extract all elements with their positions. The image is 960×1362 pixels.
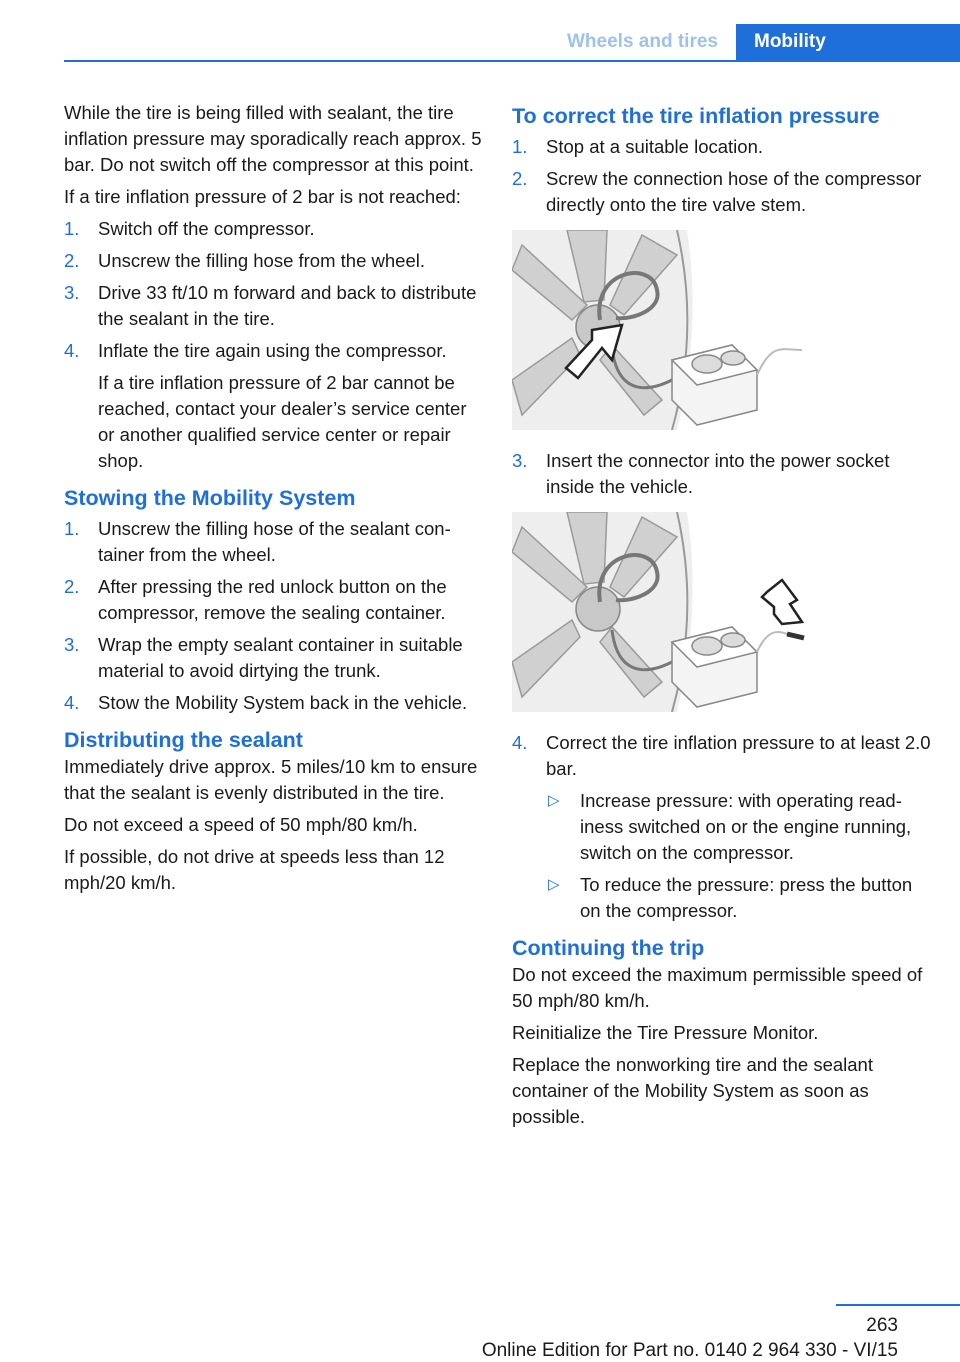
step-text: After pressing the red unlock button on the compressor, remove the sealing container. bbox=[98, 576, 447, 623]
illustration-hose-on-valve bbox=[512, 230, 812, 430]
step-text: Correct the tire inflation pressure to at least 2.0 bar. bbox=[546, 732, 931, 779]
list-item bbox=[64, 280, 482, 332]
correct-steps-list-b bbox=[512, 448, 932, 500]
distributing-paragraph-1: Immediately drive approx. 5 miles/10 km to ensure that the sealant is evenly distributed in the tire. bbox=[64, 756, 478, 803]
footer-edition: Online Edition for Part no. 0140 2 964 330 - VI/15 bbox=[481, 1340, 898, 1361]
step-text: Screw the connection hose of the compressor directly onto the tire valve stem. bbox=[546, 168, 922, 215]
list-item bbox=[512, 166, 932, 218]
illustration-power-connector bbox=[512, 512, 812, 712]
triangle-bullet-icon: ▷ bbox=[548, 876, 560, 893]
right-column bbox=[512, 100, 932, 1136]
continuing-paragraph-2: Reinitialize the Tire Pressure Monitor. bbox=[512, 1022, 819, 1043]
step-number: 3. bbox=[64, 282, 80, 303]
step-text: Switch off the compressor. bbox=[98, 218, 315, 239]
header-rule bbox=[64, 60, 960, 62]
list-item bbox=[64, 690, 482, 716]
step-number: 3. bbox=[512, 450, 528, 471]
list-item bbox=[546, 872, 932, 924]
bullet-text: Increase pressure: with operating readiness switched on or the engine running, switch on the compressor. bbox=[580, 790, 912, 863]
continuing-paragraph-3: Replace the nonworking tire and the sealant container of the Mobility System as soon as possible. bbox=[512, 1054, 873, 1127]
list-item bbox=[64, 216, 482, 242]
step-text: Wrap the empty sealant container in suitable material to avoid dirtying the trunk. bbox=[98, 634, 463, 681]
list-item bbox=[64, 574, 482, 626]
step-text: Insert the connector into the power socket inside the vehicle. bbox=[546, 450, 890, 497]
step-number: 4. bbox=[512, 732, 528, 753]
step-text: Stop at a suitable location. bbox=[546, 136, 764, 157]
step-text: Unscrew the filling hose from the wheel. bbox=[98, 250, 425, 271]
list-item bbox=[512, 448, 932, 500]
page-number: 263 bbox=[866, 1315, 898, 1336]
step-number: 3. bbox=[64, 634, 80, 655]
heading-correct-pressure: To correct the tire inflation pressure bbox=[512, 104, 880, 128]
list-item bbox=[64, 516, 482, 568]
list-item bbox=[64, 248, 482, 274]
heading-distributing: Distributing the sealant bbox=[64, 728, 303, 752]
left-column bbox=[64, 100, 482, 902]
step-number: 4. bbox=[64, 692, 80, 713]
step-number: 4. bbox=[64, 340, 80, 361]
distributing-paragraph-3: If possible, do not drive at speeds less than 12 mph/20 km/h. bbox=[64, 846, 445, 893]
list-item bbox=[512, 134, 932, 160]
correct-steps-list-c bbox=[512, 730, 932, 924]
page-header bbox=[64, 24, 960, 62]
heading-stowing: Stowing the Mobility System bbox=[64, 486, 356, 510]
step-number: 1. bbox=[64, 218, 80, 239]
step-text: Drive 33 ft/10 m forward and back to distribute the sealant in the tire. bbox=[98, 282, 477, 329]
step-number: 1. bbox=[512, 136, 528, 157]
intro-paragraph-1: While the tire is being filled with sealant, the tire inflation pressure may sporadically reach approx. 5 bar. Do not switch off the compressor at this point. bbox=[64, 102, 482, 175]
list-item bbox=[546, 788, 932, 866]
step-subparagraph: If a tire inflation pressure of 2 bar cannot be reached, contact your dealer’s service center or another qualified service center or repair shop. bbox=[98, 372, 467, 471]
step-number: 2. bbox=[512, 168, 528, 189]
distributing-paragraph-2: Do not exceed a speed of 50 mph/80 km/h. bbox=[64, 814, 418, 835]
heading-continuing: Continuing the trip bbox=[512, 936, 705, 960]
intro-paragraph-2: If a tire inflation pressure of 2 bar is not reached: bbox=[64, 186, 461, 207]
list-item bbox=[64, 632, 482, 684]
footer-rule bbox=[836, 1304, 960, 1306]
pressure-bullets bbox=[546, 788, 932, 924]
step-text: Inflate the tire again using the compressor. bbox=[98, 340, 447, 361]
stowing-steps-list bbox=[64, 516, 482, 716]
step-text: Stow the Mobility System back in the vehicle. bbox=[98, 692, 468, 713]
header-chapter-tab: Mobility bbox=[736, 24, 960, 62]
retry-steps-list bbox=[64, 216, 482, 474]
step-number: 2. bbox=[64, 576, 80, 597]
triangle-bullet-icon: ▷ bbox=[548, 792, 560, 809]
correct-steps-list-a bbox=[512, 134, 932, 218]
step-text: Unscrew the filling hose of the sealant container from the wheel. bbox=[98, 518, 451, 565]
step-number: 1. bbox=[64, 518, 80, 539]
header-section-title: Wheels and tires bbox=[567, 31, 718, 52]
step-number: 2. bbox=[64, 250, 80, 271]
continuing-paragraph-1: Do not exceed the maximum permissible speed of 50 mph/80 km/h. bbox=[512, 964, 923, 1011]
bullet-text: To reduce the pressure: press the button on the compressor. bbox=[580, 874, 913, 921]
list-item bbox=[64, 338, 482, 474]
list-item bbox=[512, 730, 932, 924]
